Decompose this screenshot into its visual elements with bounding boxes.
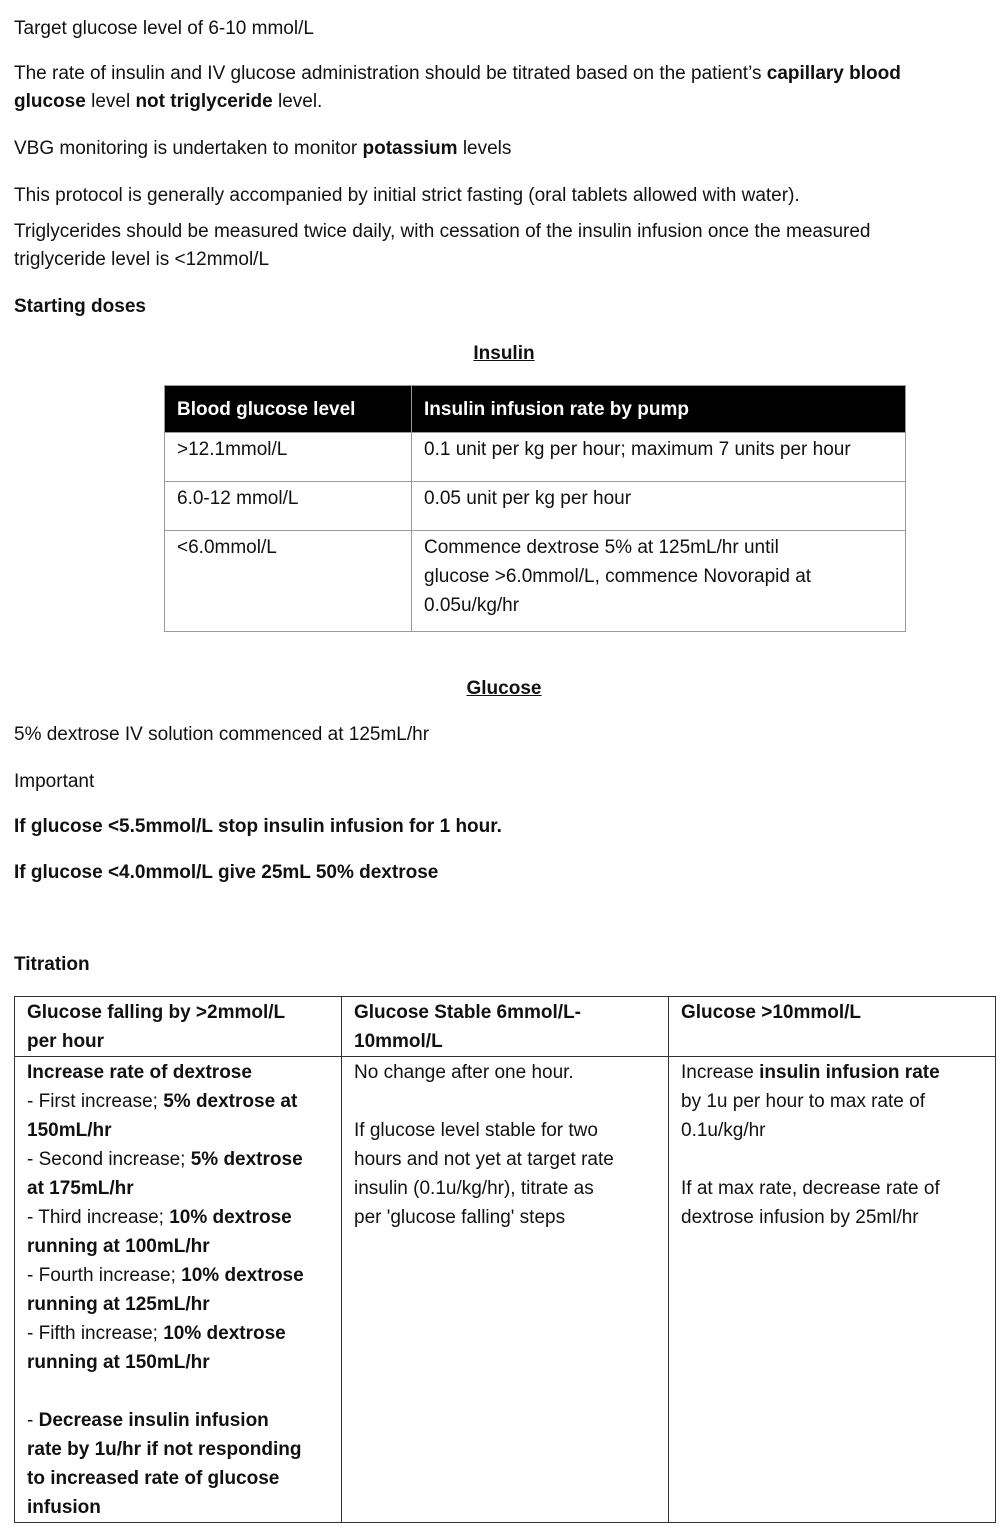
high-line: dextrose infusion by 25ml/hr [681,1207,919,1228]
insulin-table [164,385,906,632]
target-glucose-text: Target glucose level of 6-10 mmol/L [14,18,314,39]
rate-line: 0.05u/kg/hr [424,595,520,616]
step-bold: Decrease insulin infusion [38,1410,269,1431]
starting-doses-heading: Starting doses [14,296,146,317]
header-line: per hour [27,1031,105,1052]
rate-text-3: level. [272,91,323,112]
vbg-paragraph [14,134,511,163]
rate-bold-2: glucose [14,91,86,112]
rate-line: Commence dextrose 5% at 125mL/hr until [424,537,779,558]
triglyceride-paragraph [14,218,871,274]
high-line: by 1u per hour to max rate of [681,1091,925,1112]
table-row [165,433,906,482]
header-line: 10mmol/L [354,1031,443,1052]
high-line [681,1058,983,1087]
decrease-line: to increased rate of glucose [27,1468,280,1489]
header-glucose-high: Glucose >10mmol/L [669,997,996,1057]
vbg-bold: potassium [362,138,458,159]
glucose-heading: Glucose [466,678,542,699]
trig-line-1: Triglycerides should be measured twice daily, with cessation of the insulin infusion once the measured [14,221,871,242]
glucose-level-cell: <6.0mmol/L [165,531,412,632]
step-bold-line: at 175mL/hr [27,1178,134,1199]
header-glucose-stable [342,997,669,1057]
step-bold: 10% dextrose [169,1207,292,1228]
stable-line: hours and not yet at target rate [354,1149,614,1170]
high-prefix: Increase [681,1062,760,1083]
step-line [27,1145,329,1174]
titration-basis-paragraph [14,60,901,116]
fasting-paragraph: This protocol is generally accompanied by initial strict fasting (oral tablets allowed with water). [14,185,800,206]
table-row [165,482,906,531]
trig-line-2: triglyceride level is <12mmol/L [14,249,270,270]
stable-line: No change after one hour. [354,1062,574,1083]
stable-line: If glucose level stable for two [354,1120,598,1141]
important-label: Important [14,771,95,792]
stable-line: insulin (0.1u/kg/hr), titrate as [354,1178,594,1199]
glucose-level-cell: 6.0-12 mmol/L [165,482,412,531]
vbg-text-2: levels [457,138,512,159]
step-bold-line: 150mL/hr [27,1120,112,1141]
decrease-line: infusion [27,1497,101,1518]
table-row [165,531,906,632]
step-prefix: - Third increase; [27,1207,170,1228]
step-bold: 10% dextrose [181,1265,304,1286]
spacer [27,1377,329,1406]
header-glucose-falling [15,997,342,1057]
stable-steps-cell [342,1057,669,1523]
warning-give-dextrose: If glucose <4.0mmol/L give 25mL 50% dextrose [14,862,439,883]
spacer [681,1145,983,1174]
titration-heading: Titration [14,954,90,975]
rate-bold-3: not triglyceride [135,91,273,112]
titration-table-header [15,997,996,1057]
infusion-rate-cell [412,531,906,632]
step-prefix: - Fourth increase; [27,1265,182,1286]
step-line [27,1087,329,1116]
rate-text-1: The rate of insulin and IV glucose administration should be titrated based on the patient’s [14,63,767,84]
step-line [27,1261,329,1290]
insulin-heading: Insulin [473,343,535,364]
spacer [354,1087,656,1116]
insulin-table-header [165,386,906,433]
high-steps-cell [669,1057,996,1523]
titration-table [14,996,996,1523]
high-line: If at max rate, decrease rate of [681,1178,940,1199]
titration-table-body [15,1057,996,1523]
insulin-col-glucose-header: Blood glucose level [165,386,412,433]
step-line [27,1319,329,1348]
decrease-line: rate by 1u/hr if not responding [27,1439,302,1460]
header-line: Glucose Stable 6mmol/L- [354,1002,581,1023]
header-line: Glucose falling by >2mmol/L [27,1002,286,1023]
step-bold: 5% dextrose at [163,1091,298,1112]
infusion-rate-cell: 0.1 unit per kg per hour; maximum 7 units per hour [412,433,906,482]
vbg-text-1: VBG monitoring is undertaken to monitor [14,138,363,159]
step-prefix: - Second increase; [27,1149,191,1170]
step-prefix: - First increase; [27,1091,164,1112]
dextrose-start-text: 5% dextrose IV solution commenced at 125mL/hr [14,724,430,745]
decrease-line [27,1406,329,1435]
high-bold: insulin infusion rate [759,1062,940,1083]
rate-text-2: level [85,91,136,112]
step-bold-line: running at 125mL/hr [27,1294,210,1315]
high-line: 0.1u/kg/hr [681,1120,766,1141]
step-prefix: - Fifth increase; [27,1323,164,1344]
stable-line: per 'glucose falling' steps [354,1207,566,1228]
rate-bold-1: capillary blood [766,63,901,84]
step-bold: 5% dextrose [190,1149,303,1170]
glucose-level-cell: >12.1mmol/L [165,433,412,482]
infusion-rate-cell: 0.05 unit per kg per hour [412,482,906,531]
warning-stop-insulin: If glucose <5.5mmol/L stop insulin infusion for 1 hour. [14,816,502,837]
step-bold-line: running at 150mL/hr [27,1352,210,1373]
falling-steps-cell [15,1057,342,1523]
step-prefix: - [27,1410,39,1431]
step-line [27,1203,329,1232]
step-bold-line: running at 100mL/hr [27,1236,210,1257]
insulin-col-rate-header: Insulin infusion rate by pump [412,386,906,433]
step-bold: 10% dextrose [163,1323,286,1344]
falling-title: Increase rate of dextrose [27,1062,252,1083]
rate-line: glucose >6.0mmol/L, commence Novorapid at [424,566,812,587]
